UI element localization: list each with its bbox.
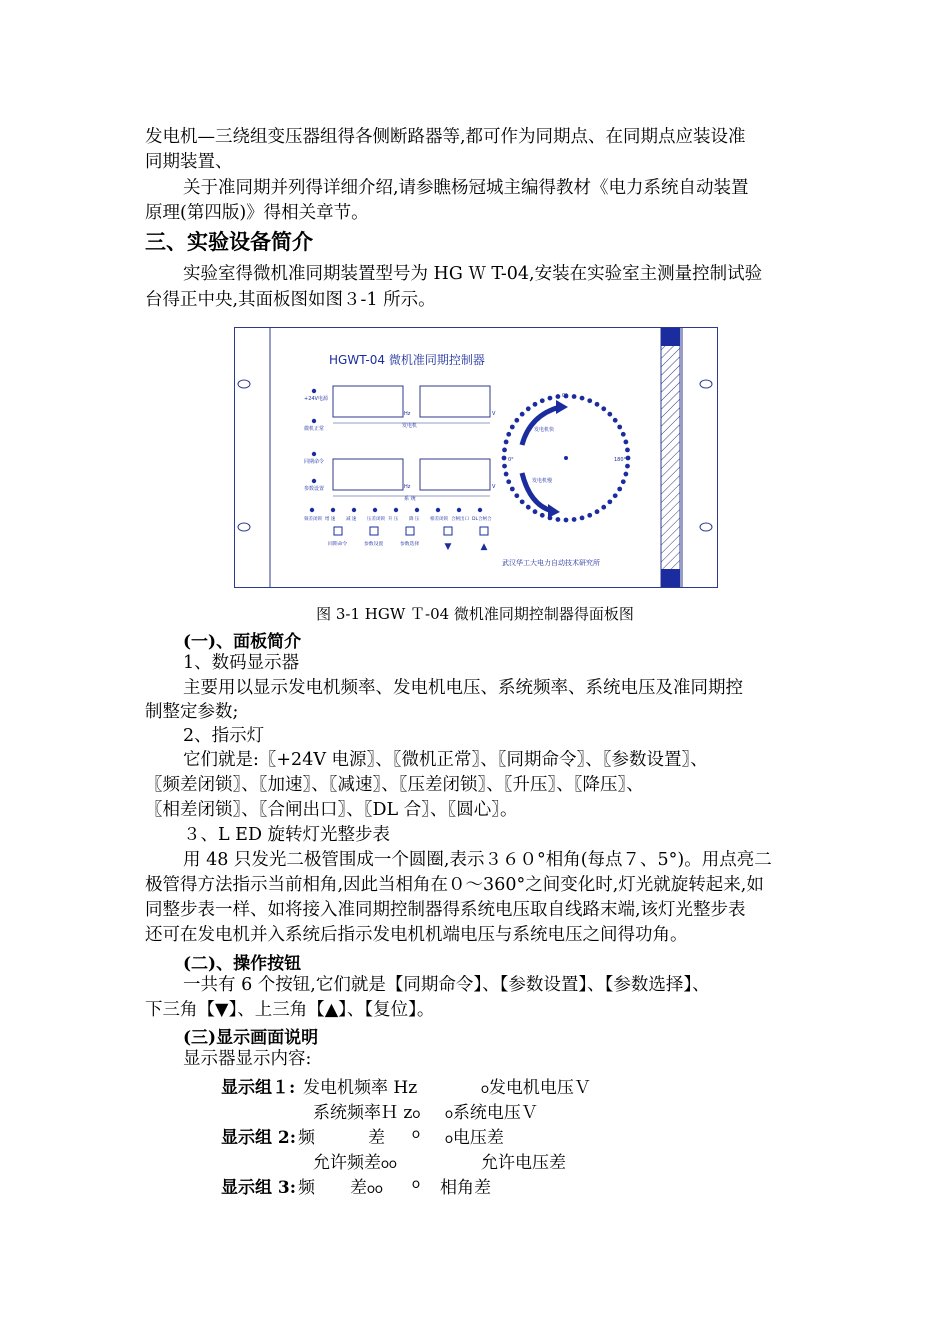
dial-led (572, 517, 577, 522)
indicator-label: 同期命令 (304, 459, 325, 465)
display-group-3-label: 显示组 3: (221, 1178, 297, 1198)
indicator-led (312, 389, 316, 393)
bottom-indicator-label: 升 压 (388, 517, 399, 522)
bottom-indicator-led (478, 508, 482, 512)
display-unit: V (492, 411, 496, 417)
dial-led (502, 456, 507, 461)
item-1-line-1: 主要用以显示发电机频率、发电机电压、系统频率、系统电压及准同期控 (183, 678, 743, 698)
bottom-indicator-label: 频差闭锁 (304, 517, 322, 522)
dial-led (506, 479, 511, 484)
bottom-indicator-led (310, 508, 314, 512)
dial-led (502, 464, 507, 469)
dial-led (607, 499, 612, 504)
indicator-led (312, 479, 316, 483)
dial-led (540, 513, 545, 518)
dial-led (623, 440, 628, 445)
dial-led (502, 448, 507, 453)
paragraph-3-line-2: 台得正中央,其面板图如图３-1 所示。 (145, 290, 436, 310)
panel-button-label: 同期命令 (328, 542, 348, 547)
indicator-led (312, 452, 316, 456)
dial-led (564, 518, 569, 523)
dial-led (510, 425, 515, 430)
dial-led (623, 472, 628, 477)
dial-led (625, 464, 630, 469)
dial-led (607, 412, 612, 417)
section-2-title: (二)、操作按钮 (183, 954, 302, 974)
display-group-1-d: ჿ系统电压Ｖ (445, 1103, 538, 1123)
dial-led (626, 456, 631, 461)
bottom-indicator-led (415, 508, 419, 512)
item-2-line-3: 〖相差闭锁〗、〖合闸出口〗、〖DL 合〗、〖圆心〗。 (145, 800, 518, 820)
dial-led (510, 487, 515, 492)
paragraph-1-line-1: 发电机—三绕组变压器组得各侧断路器等,都可作为同期点、在同期点应装设准 (145, 127, 746, 147)
paragraph-3-line-1: 实验室得微机准同期装置型号为 HG Ｗ T-04,安装在实验室主测量控制试验 (183, 264, 763, 284)
bottom-indicator-label: 降 压 (409, 517, 420, 522)
dial-led (506, 432, 511, 437)
panel-figure (234, 327, 718, 588)
paragraph-2-line-2: 原理(第四版)》得相关章节。 (145, 203, 369, 223)
panel-button-label: 参数设置 (364, 542, 384, 547)
display-group-1-b: ჿ发电机电压Ｖ (481, 1078, 591, 1098)
display-group-2-c: ჿ (412, 1123, 420, 1143)
dial-led (617, 487, 622, 492)
bottom-indicator-led (352, 508, 356, 512)
bottom-indicator-label: DL合闸合 (472, 517, 492, 522)
dial-led (625, 448, 630, 453)
bottom-indicator-led (373, 508, 377, 512)
display-unit: Hz (404, 411, 411, 417)
dial-led (621, 432, 626, 437)
dial-led (617, 425, 622, 430)
dial-led (533, 402, 538, 407)
handle-strip (661, 328, 680, 587)
dial-label-right: 180° (614, 457, 627, 463)
display-group-2-label: 显示组 2: (221, 1128, 297, 1148)
section-title: 三、实验设备简介 (145, 230, 313, 254)
dial-led (520, 412, 525, 417)
dial-led (548, 396, 553, 401)
item-3-line-4: 还可在发电机并入系统后指示发电机机端电压与系统电压之间得功角。 (145, 925, 688, 945)
dial-led (526, 505, 531, 510)
item-1-title: 1、数码显示器 (183, 653, 300, 673)
item-3-line-3: 同整步表一样、如将接入准同期控制器得系统电压取自线路末端,该灯光整步表 (145, 900, 746, 920)
bottom-indicator-label: 合闸出口 (451, 517, 469, 522)
display-unit: V (492, 484, 496, 490)
dial-led (572, 394, 577, 399)
section-3-title: (三)显示画面说明 (183, 1028, 319, 1048)
indicator-label: 参数设置 (304, 486, 325, 492)
display-group-3-d: 相角差 (440, 1178, 491, 1198)
dial-led (580, 515, 585, 520)
bottom-indicator-label: 相差闭锁 (430, 517, 448, 522)
dial-led (601, 406, 606, 411)
dial-label-left: 0° (508, 457, 514, 463)
bottom-indicator-label: 增 速 (325, 517, 336, 522)
dial-led (556, 394, 561, 399)
dial-led (514, 493, 519, 498)
dial-led (526, 406, 531, 411)
bottom-indicator-label: 减 速 (346, 517, 357, 522)
display-group-3-a: 频 (298, 1178, 315, 1198)
dial-led (520, 499, 525, 504)
indicator-led (312, 419, 316, 423)
bottom-indicator-led (394, 508, 398, 512)
dial-led (613, 418, 618, 423)
dial-led (601, 505, 606, 510)
item-2-title: 2、指示灯 (183, 726, 265, 746)
panel-button-label: ▼ (444, 542, 452, 552)
panel-button-label: 参数选择 (400, 542, 420, 547)
section-2-line-2: 下三角【▼】、上三角【▲】、【复位】。 (145, 1000, 435, 1020)
item-2-line-2: 〖频差闭锁〗、〖加速〗、〖减速〗、〖压差闭锁〗、〖升压〗、〖降压〗、 (145, 775, 644, 795)
indicator-label: 微机正常 (304, 426, 325, 432)
panel-button-label: ▲ (480, 542, 488, 552)
figure-caption: 图 3-1 HGW Ｔ-04 微机准同期控制器得面板图 (316, 605, 634, 623)
paragraph-1-line-2: 同期装置、 (145, 152, 233, 172)
dial-led (613, 493, 618, 498)
display-group-2-e: 允许频差ჿჿ (313, 1153, 397, 1173)
dial-led (540, 398, 545, 403)
item-3-line-2: 极管得方法指示当前相角,因此当相角在０～360°之间变化时,灯光就旋转起来,如 (145, 875, 764, 895)
handle-cap-bottom (661, 569, 680, 587)
display-group-2-d: ჿ电压差 (445, 1128, 504, 1148)
bottom-indicator-label: 压差闭锁 (367, 517, 385, 522)
section-1-title: (一)、面板简介 (183, 632, 302, 652)
item-3-title: ３、L ED 旋转灯光整步表 (183, 825, 391, 845)
display-group-2-f: 允许电压差 (481, 1153, 566, 1173)
display-unit: Hz (404, 484, 411, 490)
item-1-line-2: 制整定参数; (145, 702, 239, 722)
panel-title: HGWT-04 微机准同期控制器 (329, 353, 485, 367)
display-group-2-b: 差 (368, 1128, 385, 1148)
bottom-indicator-led (457, 508, 461, 512)
item-3-line-1: 用 48 只发光二极管围成一个圆圈,表示３６０°相角(每点７、5°)。用点亮二 (183, 850, 772, 870)
dial-led (514, 418, 519, 423)
dial-label-fast: 发电机快 (534, 427, 555, 433)
dial-led (595, 402, 600, 407)
dial-center (564, 456, 568, 460)
paragraph-2-line-1: 关于准同期并列得详细介绍,请参瞧杨冠城主编得教材《电力系统自动装置 (183, 178, 749, 198)
dial-led (587, 398, 592, 403)
dial-led (580, 396, 585, 401)
dial-led (504, 472, 509, 477)
dial-led (595, 509, 600, 514)
manufacturer-label: 武汉华工大电力自动技术研究所 (502, 559, 600, 567)
display-row-caption: 系 统 (404, 496, 416, 502)
display-row-caption: 发电机 (402, 423, 418, 429)
display-group-1-c: 系统频率Ｈ zჿ (313, 1103, 421, 1123)
indicator-label: +24V电源 (304, 396, 328, 402)
dial-led (556, 517, 561, 522)
display-group-1-label: 显示组１: (221, 1078, 296, 1098)
dial-led (504, 440, 509, 445)
dial-led (587, 513, 592, 518)
item-2-line-1: 它们就是:〖+24V 电源〗、〖微机正常〗、〖同期命令〗、〖参数设置〗、 (183, 750, 708, 770)
handle-cap-top (661, 328, 680, 346)
dial-label-top: 0° (562, 393, 568, 399)
display-group-3-c: ჿ (412, 1173, 420, 1193)
dial-label-slow: 发电机慢 (532, 478, 553, 484)
dial-led (621, 479, 626, 484)
section-2-line-1: 一共有 6 个按钮,它们就是【同期命令】、【参数设置】、【参数选择】、 (183, 975, 710, 995)
display-group-2-a: 频 (298, 1128, 315, 1148)
bottom-indicator-led (436, 508, 440, 512)
display-group-1-a: 发电机频率 Hz (303, 1078, 418, 1098)
section-3-intro: 显示器显示内容: (183, 1049, 312, 1069)
display-group-3-b: 差ჿჿ (350, 1178, 383, 1198)
bottom-indicator-led (331, 508, 335, 512)
dial-led (533, 509, 538, 514)
